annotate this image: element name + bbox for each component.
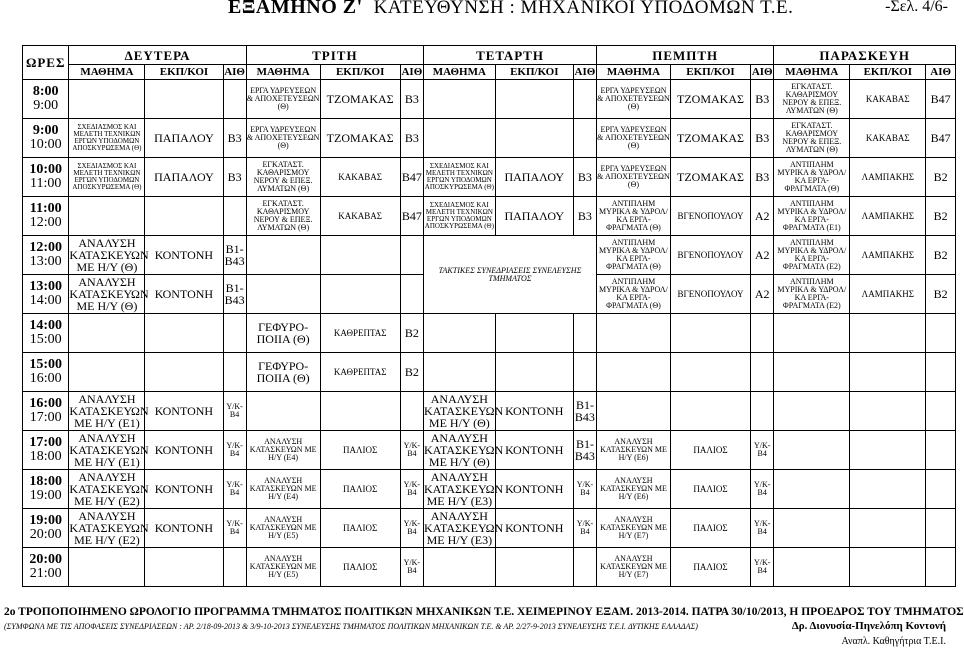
instructor-cell: ΚΟΝΤΟΝΗ — [145, 509, 223, 548]
course-cell: ΑΝΤΙΠΛΗΜ ΜΥΡΙΚΑ & ΥΔΡΟΛ/ΚΑ ΕΡΓΑ-ΦΡΑΓΜΑΤΑ (Θ) — [597, 275, 671, 314]
col-room: ΑΙΘ — [224, 65, 245, 78]
day-header-row — [23, 46, 956, 65]
time-cell: 15:00 16:00 — [23, 353, 69, 392]
col-instructor: ΕΚΠ/ΚΟΙ — [145, 65, 223, 80]
instructor-cell: ΤΖΟΜΑΚΑΣ — [670, 119, 750, 158]
meeting-cell: ΤΑΚΤΙΚΕΣ ΣΥΝΕΔΡΙΑΣΕΙΣ ΣΥΝΕΛΕΥΣΗΣ ΤΜΗΜΑΤΟΣ — [423, 236, 596, 314]
course-cell: ΓΕΦΥΡΟ-ΠΟΙΙΑ (Θ) — [246, 314, 320, 353]
empty-cell — [145, 353, 223, 392]
instructor-cell: ΛΑΜΠΑΚΗΣ — [850, 236, 926, 275]
course-cell: ΕΡΓΑ ΥΔΡΕΥΣΕΩΝ & ΑΠΟΧΕΤΕΥΣΕΩΝ (Θ) — [597, 80, 671, 119]
instructor-cell: ΒΓΕΝΟΠΟΥΛΟΥ — [670, 275, 750, 314]
empty-cell — [850, 431, 926, 470]
instructor-cell: ΚΑΚΑΒΑΣ — [850, 119, 926, 158]
empty-cell — [423, 353, 495, 392]
course-cell: ΕΡΓΑ ΥΔΡΕΥΣΕΩΝ & ΑΠΟΧΕΤΕΥΣΕΩΝ (Θ) — [597, 119, 671, 158]
instructor-cell: ΛΑΜΠΑΚΗΣ — [850, 197, 926, 236]
empty-cell — [774, 431, 850, 470]
course-cell: ΑΝΑΛΥΣΗ ΚΑΤΑΣΚΕΥΩΝ ΜΕ Η/Υ (Ε5) — [246, 548, 320, 587]
instructor-cell: ΒΓΕΝΟΠΟΥΛΟΥ — [670, 236, 750, 275]
instructor-cell: ΚΟΝΤΟΝΗ — [145, 236, 223, 275]
semester-title: ΕΞΑΜΗΝΟ Ζ' — [228, 0, 363, 18]
empty-cell — [573, 353, 596, 392]
empty-cell — [597, 353, 671, 392]
course-cell: ΣΧΕΔΙΑΣΜΟΣ ΚΑΙ ΜΕΛΕΤΗ ΤΕΧΝΙΚΩΝ ΕΡΓΩΝ ΥΠΟΔΟΜΩΝ ΑΠΟΣΚΥΡΩΣΕΜΑ (Θ) — [423, 197, 495, 236]
room-cell: Β2 — [926, 275, 956, 314]
empty-cell — [573, 80, 596, 119]
time-cell: 20:00 21:00 — [23, 548, 69, 587]
empty-cell — [495, 548, 573, 587]
course-cell: ΑΝΑΛΥΣΗ ΚΑΤΑΣΚΕΥΩΝ ΜΕ Η/Υ (Ε6) — [597, 431, 671, 470]
instructor-cell: ΤΖΟΜΑΚΑΣ — [320, 80, 400, 119]
empty-cell — [320, 275, 400, 314]
time-slot-row — [23, 431, 956, 470]
empty-cell — [850, 314, 926, 353]
time-cell: 12:00 13:00 — [23, 236, 69, 275]
course-cell: ΑΝΤΙΠΛΗΜ ΜΥΡΙΚΑ & ΥΔΡΟΛ/ΚΑ ΕΡΓΑ-ΦΡΑΓΜΑΤΑ (Θ) — [597, 197, 671, 236]
instructor-cell: ΠΑΠΑΛΟΥ — [495, 158, 573, 197]
room-cell: Β47 — [926, 119, 956, 158]
instructor-cell: ΚΟΝΤΟΝΗ — [495, 392, 573, 431]
empty-cell — [69, 548, 145, 587]
room-cell: Β3 — [751, 80, 774, 119]
empty-cell — [223, 80, 246, 119]
instructor-cell: ΚΟΝΤΟΝΗ — [145, 392, 223, 431]
empty-cell — [423, 119, 495, 158]
footer-decisions-note: (ΣΥΜΦΩΝΑ ΜΕ ΤΙΣ ΑΠΟΦΑΣΕΙΣ ΣΥΝΕΔΡΙΑΣΕΩΝ : ΑΡ. 2/18-09-2013 & 3/9-10-2013 ΣΥΝΕΛΕΥΣΗΣ ΤΜΗΜΑΤΟΣ ΠΟΛΙΤΙΚΩΝ ΜΗΧΑΝΙΚΩΝ Τ.Ε. & ΑΡ. 2/27-9-2013 ΣΥΝΕΛΕΥΣΗΣ Τ.Ε.Ι. ΔΥΤΙΚΗΣ ΕΛΛΑΔΑΣ) — [4, 622, 698, 631]
instructor-cell: ΚΑΚΑΒΑΣ — [850, 80, 926, 119]
instructor-cell: ΠΑΛΙΟΣ — [320, 509, 400, 548]
time-cell: 13:00 14:00 — [23, 275, 69, 314]
course-cell: ΣΧΕΔΙΑΣΜΟΣ ΚΑΙ ΜΕΛΕΤΗ ΤΕΧΝΙΚΩΝ ΕΡΓΩΝ ΥΠΟΔΟΜΩΝ ΑΠΟΣΚΥΡΩΣΕΜΑ (Θ) — [69, 119, 145, 158]
course-cell: ΑΝΤΙΠΛΗΜ ΜΥΡΙΚΑ & ΥΔΡΟΛ/ΚΑ ΕΡΓΑ-ΦΡΑΓΜΑΤΑ (Ε2) — [774, 236, 850, 275]
room-cell: Β47 — [400, 197, 423, 236]
column-header-row — [23, 65, 956, 80]
col-course: ΜΑΘΗΜΑ — [774, 65, 850, 80]
instructor-cell: ΚΑΚΑΒΑΣ — [320, 158, 400, 197]
room-cell: Β2 — [400, 353, 423, 392]
empty-cell — [495, 119, 573, 158]
time-cell: 19:00 20:00 — [23, 509, 69, 548]
room-cell: Β1-Β43 — [573, 392, 596, 431]
time-slot-row — [23, 548, 956, 587]
room-cell: Υ/Κ-Β4 — [751, 431, 774, 470]
course-cell: ΕΓΚΑΤΑΣΤ. ΚΑΘΑΡΙΣΜΟΥ ΝΕΡΟΥ & ΕΠΕΞ. ΛΥΜΑΤΩΝ (Θ) — [774, 119, 850, 158]
empty-cell — [850, 548, 926, 587]
empty-cell — [926, 353, 956, 392]
empty-cell — [573, 119, 596, 158]
time-slot-row — [23, 509, 956, 548]
time-slot-row — [23, 353, 956, 392]
empty-cell — [774, 470, 850, 509]
room-cell: Υ/Κ-Β4 — [400, 548, 423, 587]
empty-cell — [850, 470, 926, 509]
instructor-cell: ΛΑΜΠΑΚΗΣ — [850, 275, 926, 314]
empty-cell — [400, 275, 423, 314]
time-cell: 14:00 15:00 — [23, 314, 69, 353]
empty-cell — [145, 548, 223, 587]
empty-cell — [145, 314, 223, 353]
instructor-cell: ΤΖΟΜΑΚΑΣ — [670, 158, 750, 197]
empty-cell — [670, 392, 750, 431]
time-slot-row — [23, 197, 956, 236]
time-cell: 9:00 10:00 — [23, 119, 69, 158]
instructor-cell: ΠΑΛΙΟΣ — [320, 548, 400, 587]
course-cell: ΑΝΑΛΥΣΗ ΚΑΤΑΣΚΕΥΩΝ ΜΕ Η/Υ (Θ) — [69, 236, 149, 274]
col-course: ΜΑΘΗΜΑ — [69, 65, 145, 80]
empty-cell — [573, 548, 596, 587]
time-slot-row — [23, 119, 956, 158]
footer-signatory: Δρ. Διονυσία-Πηνελόπη Κοντονή — [791, 620, 946, 632]
time-slot-row — [23, 236, 956, 275]
instructor-cell: ΚΟΝΤΟΝΗ — [495, 431, 573, 470]
day-thursday: ΠΕΜΠΤΗ — [597, 46, 774, 65]
course-cell: ΑΝΤΙΠΛΗΜ ΜΥΡΙΚΑ & ΥΔΡΟΛ/ΚΑ ΕΡΓΑ-ΦΡΑΓΜΑΤΑ (Θ) — [774, 158, 850, 197]
room-cell: Υ/Κ-Β4 — [400, 509, 423, 548]
course-cell: ΑΝΑΛΥΣΗ ΚΑΤΑΣΚΕΥΩΝ ΜΕ Η/Υ (Ε1) — [69, 431, 149, 469]
room-cell: Β3 — [400, 119, 423, 158]
instructor-cell: ΠΑΛΙΟΣ — [670, 431, 750, 470]
day-friday: ΠΑΡΑΣΚΕΥΗ — [774, 46, 956, 65]
empty-cell — [774, 548, 850, 587]
room-cell: Β3 — [573, 158, 596, 197]
instructor-cell: ΚΑΘΡΕΠΤΑΣ — [320, 353, 400, 392]
room-cell: Β3 — [223, 158, 246, 197]
instructor-cell: ΚΟΝΤΟΝΗ — [145, 275, 223, 314]
day-tuesday: ΤΡΙΤΗ — [246, 46, 423, 65]
course-cell: ΑΝΑΛΥΣΗ ΚΑΤΑΣΚΕΥΩΝ ΜΕ Η/Υ (Ε5) — [246, 509, 320, 548]
room-cell: Β2 — [926, 236, 956, 275]
course-cell: ΕΓΚΑΤΑΣΤ. ΚΑΘΑΡΙΣΜΟΥ ΝΕΡΟΥ & ΕΠΕΞ. ΛΥΜΑΤΩΝ (Θ) — [246, 158, 320, 197]
course-cell: ΑΝΑΛΥΣΗ ΚΑΤΑΣΚΕΥΩΝ ΜΕ Η/Υ (Ε6) — [597, 470, 671, 509]
room-cell: Β2 — [400, 314, 423, 353]
empty-cell — [926, 470, 956, 509]
room-cell: Υ/Κ-Β4 — [223, 509, 246, 548]
course-cell: ΑΝΑΛΥΣΗ ΚΑΤΑΣΚΕΥΩΝ ΜΕ Η/Υ (Θ) — [423, 431, 504, 469]
col-course: ΜΑΘΗΜΑ — [597, 65, 671, 80]
page-header — [0, 0, 960, 22]
course-cell: ΑΝΤΙΠΛΗΜ ΜΥΡΙΚΑ & ΥΔΡΟΛ/ΚΑ ΕΡΓΑ-ΦΡΑΓΜΑΤΑ (Θ) — [597, 236, 671, 275]
time-cell: 18:00 19:00 — [23, 470, 69, 509]
instructor-cell: ΠΑΠΑΛΟΥ — [145, 158, 223, 197]
room-cell: Β3 — [400, 80, 423, 119]
empty-cell — [69, 314, 145, 353]
time-slot-row — [23, 392, 956, 431]
empty-cell — [223, 353, 246, 392]
col-room: ΑΙΘ — [401, 65, 423, 78]
room-cell: Β3 — [751, 158, 774, 197]
room-cell: Υ/Κ-Β4 — [751, 509, 774, 548]
course-cell: ΑΝΑΛΥΣΗ ΚΑΤΑΣΚΕΥΩΝ ΜΕ Η/Υ (Θ) — [69, 275, 149, 313]
time-cell: 10:00 11:00 — [23, 158, 69, 197]
empty-cell — [774, 509, 850, 548]
empty-cell — [400, 392, 423, 431]
empty-cell — [751, 314, 774, 353]
day-monday: ΔΕΥΤΕΡΑ — [69, 46, 246, 65]
col-room: ΑΙΘ — [926, 65, 956, 80]
course-cell: ΕΡΓΑ ΥΔΡΕΥΣΕΩΝ & ΑΠΟΧΕΤΕΥΣΕΩΝ (Θ) — [246, 119, 320, 158]
empty-cell — [145, 80, 223, 119]
instructor-cell: ΚΟΝΤΟΝΗ — [495, 509, 573, 548]
room-cell: Υ/Κ-Β4 — [223, 431, 246, 470]
course-cell: ΑΝΑΛΥΣΗ ΚΑΤΑΣΚΕΥΩΝ ΜΕ Η/Υ (Ε4) — [246, 470, 320, 509]
empty-cell — [423, 548, 495, 587]
course-cell: ΑΝΑΛΥΣΗ ΚΑΤΑΣΚΕΥΩΝ ΜΕ Η/Υ (Ε2) — [69, 509, 149, 547]
empty-cell — [573, 314, 596, 353]
empty-cell — [223, 197, 246, 236]
room-cell: Υ/Κ-Β4 — [573, 509, 596, 548]
footer-signatory-role: Αναπλ. Καθηγήτρια Τ.Ε.Ι. — [841, 636, 946, 647]
empty-cell — [926, 392, 956, 431]
empty-cell — [926, 431, 956, 470]
empty-cell — [850, 509, 926, 548]
room-cell: Β3 — [751, 119, 774, 158]
empty-cell — [246, 275, 320, 314]
empty-cell — [320, 392, 400, 431]
instructor-cell: ΤΖΟΜΑΚΑΣ — [670, 80, 750, 119]
time-slot-row — [23, 158, 956, 197]
course-cell: ΑΝΑΛΥΣΗ ΚΑΤΑΣΚΕΥΩΝ ΜΕ Η/Υ (Ε1) — [69, 392, 149, 430]
empty-cell — [69, 353, 145, 392]
empty-cell — [400, 236, 423, 275]
course-cell: ΑΝΑΛΥΣΗ ΚΑΤΑΣΚΕΥΩΝ ΜΕ Η/Υ (Ε7) — [597, 509, 671, 548]
empty-cell — [670, 314, 750, 353]
time-cell: 17:00 18:00 — [23, 431, 69, 470]
time-cell: 8:00 9:00 — [23, 80, 69, 119]
room-cell: Β3 — [223, 119, 246, 158]
instructor-cell: ΠΑΠΑΛΟΥ — [145, 119, 223, 158]
empty-cell — [926, 548, 956, 587]
room-cell: Υ/Κ-Β4 — [223, 470, 246, 509]
course-cell: ΕΓΚΑΤΑΣΤ. ΚΑΘΑΡΙΣΜΟΥ ΝΕΡΟΥ & ΕΠΕΞ. ΛΥΜΑΤΩΝ (Θ) — [774, 80, 850, 119]
empty-cell — [926, 509, 956, 548]
instructor-cell: ΠΑΛΙΟΣ — [670, 470, 750, 509]
empty-cell — [495, 80, 573, 119]
empty-cell — [751, 392, 774, 431]
course-cell: ΣΧΕΔΙΑΣΜΟΣ ΚΑΙ ΜΕΛΕΤΗ ΤΕΧΝΙΚΩΝ ΕΡΓΩΝ ΥΠΟΔΟΜΩΝ ΑΠΟΣΚΥΡΩΣΕΜΑ (Θ) — [423, 158, 495, 197]
course-cell: ΑΝΑΛΥΣΗ ΚΑΤΑΣΚΕΥΩΝ ΜΕ Η/Υ (Ε2) — [69, 470, 149, 508]
empty-cell — [69, 197, 145, 236]
empty-cell — [850, 353, 926, 392]
room-cell: Β2 — [926, 197, 956, 236]
direction-title: ΚΑΤΕΥΘΥΝΣΗ : ΜΗΧΑΝΙΚΟΙ ΥΠΟΔΟΜΩΝ Τ.Ε. — [373, 0, 794, 18]
room-cell: Υ/Κ-Β4 — [573, 470, 596, 509]
time-slot-row — [23, 314, 956, 353]
course-cell: ΣΧΕΔΙΑΣΜΟΣ ΚΑΙ ΜΕΛΕΤΗ ΤΕΧΝΙΚΩΝ ΕΡΓΩΝ ΥΠΟΔΟΜΩΝ ΑΠΟΣΚΥΡΩΣΕΜΑ (Θ) — [69, 158, 145, 197]
empty-cell — [774, 392, 850, 431]
empty-cell — [495, 353, 573, 392]
time-cell: 16:00 17:00 — [23, 392, 69, 431]
room-cell: Υ/Κ-Β4 — [751, 470, 774, 509]
instructor-cell: ΚΑΘΡΕΠΤΑΣ — [320, 314, 400, 353]
col-instructor: ΕΚΠ/ΚΟΙ — [850, 65, 926, 80]
empty-cell — [223, 548, 246, 587]
empty-cell — [69, 80, 145, 119]
footer-program-note: 2ο ΤΡΟΠΟΠΟΙΗΜΕΝΟ ΩΡΟΛΟΓΙΟ ΠΡΟΓΡΑΜΜΑ ΤΜΗΜΑΤΟΣ ΠΟΛΙΤΙΚΩΝ ΜΗΧΑΝΙΚΩΝ Τ.Ε. ΧΕΙΜΕΡΙΝΟΥ ΕΞΑΜ. 2013-2014. ΠΑΤΡΑ 30/10/2013, Η ΠΡΟΕΔΡΟΣ ΤΟΥ ΤΜΗΜΑΤΟΣ — [4, 606, 964, 618]
instructor-cell: ΤΖΟΜΑΚΑΣ — [320, 119, 400, 158]
col-instructor: ΕΚΠ/ΚΟΙ — [495, 65, 573, 80]
instructor-cell: ΛΑΜΠΑΚΗΣ — [850, 158, 926, 197]
instructor-cell: ΚΟΝΤΟΝΗ — [495, 470, 573, 509]
room-cell: Υ/Κ-Β4 — [400, 470, 423, 509]
empty-cell — [597, 392, 671, 431]
instructor-cell: ΠΑΠΑΛΟΥ — [495, 197, 573, 236]
course-cell: ΑΝΑΛΥΣΗ ΚΑΤΑΣΚΕΥΩΝ ΜΕ Η/Υ (Ε4) — [246, 431, 320, 470]
course-cell: ΑΝΑΛΥΣΗ ΚΑΤΑΣΚΕΥΩΝ ΜΕ Η/Υ (Ε3) — [423, 470, 504, 508]
instructor-cell: ΠΑΛΙΟΣ — [320, 431, 400, 470]
room-cell: Β1-Β43 — [223, 275, 246, 314]
course-cell: ΓΕΦΥΡΟ-ΠΟΙΙΑ (Θ) — [246, 353, 320, 392]
empty-cell — [246, 392, 320, 431]
course-cell: ΑΝΑΛΥΣΗ ΚΑΤΑΣΚΕΥΩΝ ΜΕ Η/Υ (Ε3) — [423, 509, 504, 547]
room-cell: Β1-Β43 — [573, 431, 596, 470]
course-cell: ΑΝΑΛΥΣΗ ΚΑΤΑΣΚΕΥΩΝ ΜΕ Η/Υ (Ε7) — [597, 548, 671, 587]
col-room: ΑΙΘ — [574, 65, 596, 78]
empty-cell — [495, 314, 573, 353]
time-slot-row — [23, 470, 956, 509]
empty-cell — [751, 353, 774, 392]
course-cell: ΑΝΑΛΥΣΗ ΚΑΤΑΣΚΕΥΩΝ ΜΕ Η/Υ (Θ) — [423, 392, 504, 430]
course-cell: ΑΝΤΙΠΛΗΜ ΜΥΡΙΚΑ & ΥΔΡΟΛ/ΚΑ ΕΡΓΑ-ΦΡΑΓΜΑΤΑ (Ε2) — [774, 275, 850, 314]
room-cell: Υ/Κ-Β4 — [400, 431, 423, 470]
room-cell: Β47 — [926, 80, 956, 119]
empty-cell — [670, 353, 750, 392]
room-cell: Υ/Κ-Β4 — [751, 548, 774, 587]
instructor-cell: ΚΟΝΤΟΝΗ — [145, 431, 223, 470]
empty-cell — [774, 353, 850, 392]
empty-cell — [223, 314, 246, 353]
empty-cell — [246, 236, 320, 275]
room-cell: Α2 — [751, 236, 774, 275]
instructor-cell: ΚΑΚΑΒΑΣ — [320, 197, 400, 236]
col-instructor: ΕΚΠ/ΚΟΙ — [320, 65, 400, 80]
room-cell: Β1-Β43 — [223, 236, 246, 275]
schedule-table — [22, 45, 956, 587]
empty-cell — [926, 314, 956, 353]
empty-cell — [145, 197, 223, 236]
instructor-cell: ΠΑΛΙΟΣ — [670, 548, 750, 587]
empty-cell — [774, 314, 850, 353]
room-cell: Α2 — [751, 275, 774, 314]
empty-cell — [597, 314, 671, 353]
room-cell: Α2 — [751, 197, 774, 236]
course-cell: ΕΡΓΑ ΥΔΡΕΥΣΕΩΝ & ΑΠΟΧΕΤΕΥΣΕΩΝ (Θ) — [597, 158, 671, 197]
instructor-cell: ΚΟΝΤΟΝΗ — [145, 470, 223, 509]
day-wednesday: ΤΕΤΑΡΤΗ — [423, 46, 596, 65]
time-slot-row — [23, 80, 956, 119]
empty-cell — [320, 236, 400, 275]
instructor-cell: ΠΑΛΙΟΣ — [320, 470, 400, 509]
document-title — [228, 0, 793, 19]
empty-cell — [423, 314, 495, 353]
empty-cell — [850, 392, 926, 431]
course-cell: ΕΓΚΑΤΑΣΤ. ΚΑΘΑΡΙΣΜΟΥ ΝΕΡΟΥ & ΕΠΕΞ. ΛΥΜΑΤΩΝ (Θ) — [246, 197, 320, 236]
instructor-cell: ΒΓΕΝΟΠΟΥΛΟΥ — [670, 197, 750, 236]
page-number: -Σελ. 4/6- — [885, 0, 948, 15]
hours-header: ΩΡΕΣ — [23, 46, 69, 80]
room-cell: Β47 — [400, 158, 423, 197]
col-course: ΜΑΘΗΜΑ — [246, 65, 320, 80]
course-cell: ΑΝΤΙΠΛΗΜ ΜΥΡΙΚΑ & ΥΔΡΟΛ/ΚΑ ΕΡΓΑ-ΦΡΑΓΜΑΤΑ (Ε1) — [774, 197, 850, 236]
col-room: ΑΙΘ — [751, 65, 773, 78]
col-course: ΜΑΘΗΜΑ — [423, 65, 495, 80]
room-cell: Β2 — [926, 158, 956, 197]
room-cell: Β3 — [573, 197, 596, 236]
room-cell: Υ/Κ-Β4 — [223, 392, 246, 431]
empty-cell — [423, 80, 495, 119]
col-instructor: ΕΚΠ/ΚΟΙ — [670, 65, 750, 80]
instructor-cell: ΠΑΛΙΟΣ — [670, 509, 750, 548]
course-cell: ΕΡΓΑ ΥΔΡΕΥΣΕΩΝ & ΑΠΟΧΕΤΕΥΣΕΩΝ (Θ) — [246, 80, 320, 119]
time-cell: 11:00 12:00 — [23, 197, 69, 236]
